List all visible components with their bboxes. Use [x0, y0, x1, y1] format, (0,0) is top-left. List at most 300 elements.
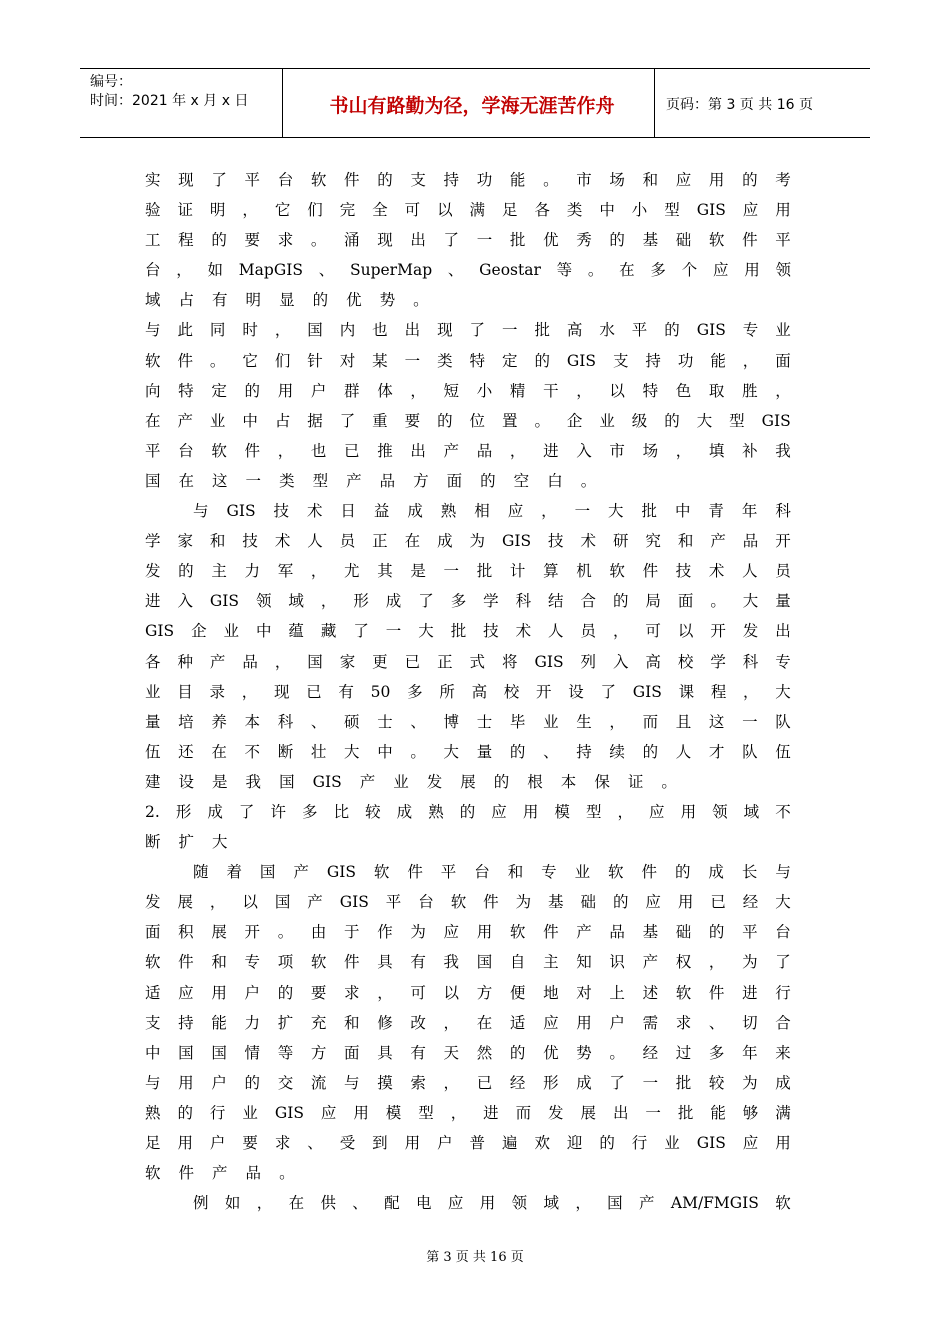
body-token: ， [450, 1103, 467, 1122]
body-token: GIS [226, 502, 256, 521]
body-line [145, 1131, 791, 1161]
body-token: 域 [288, 592, 304, 611]
body-token: 在 [211, 742, 227, 761]
body-token: 研 [612, 532, 629, 551]
body-token: GIS [209, 592, 240, 611]
body-token: 。 [587, 261, 604, 280]
body-token: 方 [413, 471, 429, 490]
body-token: 多 [650, 261, 666, 280]
body-token: 一 [476, 231, 493, 250]
body-token: 软 [145, 953, 161, 972]
body-token: 台 [418, 893, 434, 912]
body-token: 件 [483, 893, 499, 912]
body-token: 用 [708, 171, 725, 189]
body-token: ， [310, 562, 327, 581]
body-token: ， [209, 893, 226, 912]
body-token: 用 [744, 261, 760, 280]
body-token: 用 [277, 381, 294, 400]
body-token: 在 [288, 1194, 305, 1213]
body-token: 科 [277, 712, 294, 731]
body-token: 面 [344, 1043, 360, 1062]
body-token: 已 [344, 441, 360, 460]
body-token: 产 [209, 652, 226, 671]
body-token: 进 [742, 983, 758, 1002]
body-token: 壮 [310, 742, 327, 761]
body-token: 入 [576, 441, 592, 460]
body-token: 。 [580, 471, 597, 490]
body-token: 产 [359, 772, 376, 791]
body-token: 特 [469, 351, 486, 370]
body-token: 发 [548, 1103, 564, 1122]
body-token: 现 [273, 682, 290, 701]
body-token: 。 [534, 411, 550, 430]
body-token: 应 [178, 983, 194, 1002]
body-token: 产 [293, 863, 309, 882]
body-token: 考 [775, 171, 791, 189]
body-token: 国 [307, 321, 323, 340]
body-token: 足 [501, 201, 518, 220]
body-token: 应 [507, 502, 524, 521]
body-token: 此 [177, 321, 193, 340]
body-token: 为 [742, 1073, 758, 1092]
body-token: 型 [418, 1103, 434, 1122]
body-token: 多 [450, 592, 467, 611]
body-token: 与 [193, 502, 209, 521]
body-token: 领 [511, 1194, 528, 1213]
body-token: 量 [775, 592, 791, 611]
body-token: 一 [385, 622, 402, 641]
body-token: 的 [437, 411, 453, 430]
body-token: 企 [566, 411, 583, 430]
body-token: 的 [664, 321, 680, 340]
body-token: 用 [404, 1134, 421, 1152]
body-token: 。 [209, 351, 226, 370]
body-token: 将 [501, 652, 518, 671]
body-token: 软 [450, 893, 467, 912]
body-token: 普 [469, 1134, 486, 1152]
body-token: 青 [708, 502, 724, 521]
body-token: 业 [664, 1134, 680, 1152]
body-token: 天 [443, 1043, 460, 1062]
body-token: 进 [145, 592, 161, 611]
body-token: 应 [712, 261, 729, 280]
body-token: 较 [365, 802, 381, 821]
body-token: 与 [344, 1073, 360, 1092]
body-token: 完 [339, 201, 356, 220]
body-token: 各 [534, 201, 550, 220]
body-token: 批 [641, 502, 658, 521]
body-token: 要 [404, 411, 421, 430]
body-token: GIS [326, 863, 356, 882]
body-token: 了 [469, 321, 486, 340]
body-token: 大 [418, 622, 434, 641]
body-line [145, 860, 791, 890]
body-token: 配 [384, 1194, 400, 1213]
body-token: 能 [509, 171, 526, 189]
body-token: 中 [255, 622, 272, 641]
body-line [145, 228, 791, 258]
body-token: 熟 [440, 502, 457, 521]
body-token: 受 [339, 1134, 356, 1152]
body-token: 一 [642, 1073, 659, 1092]
body-token: 、 [307, 1134, 323, 1152]
body-token: 适 [145, 983, 161, 1002]
body-token: 要 [244, 231, 261, 250]
body-token: 体 [377, 381, 393, 400]
body-line [145, 1161, 791, 1191]
body-token: 如 [207, 261, 224, 280]
body-token: 现 [178, 171, 194, 189]
body-token: 各 [145, 652, 161, 671]
body-token: 藏 [320, 622, 337, 641]
body-token: 件 [178, 953, 194, 972]
body-token: 础 [675, 231, 692, 250]
body-token: 员 [580, 622, 597, 641]
header-table [80, 68, 870, 138]
body-token: 着 [226, 863, 242, 882]
body-token: 力 [244, 1013, 261, 1032]
body-token: 合 [775, 1013, 791, 1032]
body-token: 了 [775, 953, 791, 972]
body-token: ， [410, 381, 426, 400]
body-token: 它 [242, 351, 258, 370]
body-token: 大 [742, 592, 759, 611]
body-token: 显 [279, 291, 295, 310]
body-token: 技 [675, 562, 692, 581]
body-token: 具 [377, 1043, 393, 1062]
body-token: 满 [469, 201, 486, 220]
body-token: 软 [775, 1194, 791, 1213]
body-token: 养 [211, 712, 227, 731]
body-token: 短 [443, 381, 460, 400]
body-token: 胜 [742, 381, 758, 400]
body-line [145, 1191, 791, 1221]
body-token: ， [609, 712, 625, 731]
body-token: 修 [377, 1013, 393, 1032]
body-line [145, 559, 791, 589]
body-token: 科 [775, 502, 791, 521]
body-token: 的 [612, 592, 629, 611]
body-token: 知 [576, 953, 592, 972]
body-token: 件 [178, 1164, 195, 1183]
body-token: 、 [543, 742, 559, 761]
body-line [145, 499, 791, 529]
body-token: 户 [211, 1073, 227, 1092]
body-token: 干 [543, 381, 559, 400]
body-token: 白 [547, 471, 563, 490]
body-token: 员 [775, 562, 791, 581]
body-token: 一 [501, 321, 518, 340]
body-token: 域 [145, 291, 161, 310]
body-token: 件 [543, 923, 559, 942]
body-token: 求 [675, 1013, 692, 1032]
body-token: 国 [476, 953, 493, 972]
body-token: 足 [145, 1134, 161, 1152]
body-token: 发 [145, 562, 161, 581]
body-token: 过 [675, 1043, 692, 1062]
body-token: GIS [145, 622, 175, 641]
body-token: 的 [244, 1073, 261, 1092]
body-line [145, 168, 791, 198]
body-token: 了 [443, 231, 460, 250]
body-token: 应 [742, 201, 759, 220]
body-token: 其 [377, 562, 393, 581]
body-token: 以 [609, 381, 625, 400]
body-token: ， [176, 261, 192, 280]
body-line [145, 920, 791, 950]
body-token: 博 [443, 712, 460, 731]
header-page-label: 页码：第 3 页 共 16 页 [666, 97, 813, 113]
body-token: 科 [742, 652, 759, 671]
body-token: 发 [742, 622, 759, 641]
body-token: 对 [576, 983, 592, 1002]
body-token: 术 [274, 532, 291, 551]
body-token: 士 [476, 712, 493, 731]
body-token: 用 [476, 923, 493, 942]
body-token: 技 [273, 502, 290, 521]
body-token: 软 [145, 351, 161, 370]
body-token: 才 [708, 742, 725, 761]
body-token: 可 [410, 983, 426, 1002]
body-token: 遍 [501, 1134, 518, 1152]
body-token: 局 [645, 592, 661, 611]
body-token: 软 [211, 441, 227, 460]
body-token: 势 [379, 291, 396, 310]
body-token: 便 [509, 983, 526, 1002]
body-token: 切 [742, 1013, 758, 1032]
body-token: 件 [642, 562, 659, 581]
body-token: 用 [775, 201, 791, 220]
body-token: 业 [393, 772, 409, 791]
header-motto: 书山有路勤为径，学海无涯苦作舟 [329, 95, 615, 117]
body-token: 量 [145, 712, 161, 731]
body-token: 级 [631, 411, 648, 430]
body-line [145, 1071, 791, 1101]
body-token: 和 [344, 1013, 360, 1032]
body-token: 持 [645, 351, 661, 370]
body-token: 展 [580, 1103, 597, 1122]
body-line [145, 529, 791, 559]
body-token: 平 [145, 441, 161, 460]
body-token: Geostar [479, 261, 541, 280]
body-token: 类 [279, 471, 295, 490]
body-token: 国 [211, 1043, 227, 1062]
body-line [145, 349, 791, 379]
body-token: 出 [612, 1103, 629, 1122]
body-token: 产 [346, 471, 362, 490]
body-token: 出 [410, 231, 426, 250]
body-token: 力 [244, 562, 261, 581]
body-token: 应 [645, 893, 661, 912]
body-token: 用 [677, 893, 694, 912]
body-token: 的 [177, 1103, 193, 1122]
body-token: 平 [244, 171, 261, 189]
body-token: 成 [708, 863, 724, 882]
body-token: 程 [178, 231, 194, 250]
body-token: 方 [310, 1043, 327, 1062]
body-token: 术 [515, 622, 532, 641]
body-token: 人 [742, 562, 758, 581]
body-token: 本 [560, 772, 577, 791]
body-token: 例 [193, 1194, 209, 1213]
body-token: 列 [580, 652, 597, 671]
body-token: 支 [145, 1013, 161, 1032]
body-token: 验 [145, 201, 161, 220]
body-token: 证 [627, 772, 644, 791]
body-token: 和 [209, 532, 226, 551]
body-token: 人 [675, 742, 692, 761]
body-token: ， [541, 502, 557, 521]
body-token: 计 [509, 562, 526, 581]
body-token: 求 [277, 231, 294, 250]
body-token: 专 [775, 652, 791, 671]
document-body [145, 168, 791, 1221]
body-token: 比 [333, 802, 350, 821]
body-token: 需 [642, 1013, 659, 1032]
body-token: 面 [775, 351, 791, 370]
body-token: ， [743, 682, 759, 701]
body-token: 的 [534, 351, 550, 370]
body-token: 中 [145, 1043, 161, 1062]
body-line [145, 589, 791, 619]
body-token: 一 [574, 502, 591, 521]
body-token: 填 [708, 441, 725, 460]
body-line [145, 650, 791, 680]
body-token: 台 [474, 863, 490, 882]
body-token: ， [708, 953, 725, 972]
body-token: 品 [609, 923, 625, 942]
body-token: 支 [612, 351, 629, 370]
body-token: 企 [191, 622, 207, 641]
body-token: 的 [642, 742, 659, 761]
body-token: 长 [741, 863, 758, 882]
body-token: 这 [708, 712, 725, 731]
body-token: 可 [645, 622, 661, 641]
body-token: 软 [708, 231, 725, 250]
body-token: 软 [609, 562, 625, 581]
body-token: 与 [145, 321, 161, 340]
body-token: 的 [509, 742, 526, 761]
body-token: 市 [609, 441, 625, 460]
body-token: 识 [609, 953, 625, 972]
body-token: 件 [344, 171, 360, 189]
body-token: 较 [708, 1073, 725, 1092]
body-token: 用 [680, 802, 697, 821]
body-token: 批 [677, 1103, 694, 1122]
body-token: 培 [178, 712, 194, 731]
body-token: 生 [576, 712, 592, 731]
body-token: 熟 [145, 1103, 161, 1122]
body-token: 合 [580, 592, 597, 611]
body-token: 入 [612, 652, 629, 671]
body-token: 持 [576, 742, 592, 761]
body-token: 某 [372, 351, 388, 370]
body-token: 平 [440, 863, 457, 882]
body-token: 批 [534, 321, 550, 340]
body-token: 大 [443, 742, 460, 761]
body-token: 用 [576, 1013, 592, 1032]
body-token: 日 [340, 502, 356, 521]
body-token: 的 [674, 863, 691, 882]
body-token: 域 [743, 802, 760, 821]
body-token: 高 [645, 652, 661, 671]
body-token: 的 [480, 471, 496, 490]
body-token: 于 [344, 923, 360, 942]
body-token: 的 [211, 231, 227, 250]
body-token: 应 [649, 802, 665, 821]
body-token: 用 [211, 983, 227, 1002]
body-token: 了 [339, 411, 356, 430]
body-token: 向 [145, 381, 161, 400]
body-token: 优 [346, 291, 362, 310]
body-token: 展 [460, 772, 476, 791]
body-token: 经 [642, 1043, 659, 1062]
body-token: 取 [708, 381, 725, 400]
body-token: 录 [209, 682, 225, 701]
body-token: 如 [224, 1194, 241, 1213]
body-token: 群 [344, 381, 360, 400]
body-token: GIS [274, 1103, 304, 1122]
body-token: 证 [177, 201, 193, 220]
body-token: 家 [339, 652, 356, 671]
body-token: 要 [242, 1134, 258, 1152]
body-token: 领 [255, 592, 272, 611]
body-token: ， [742, 351, 759, 370]
body-token: 而 [515, 1103, 532, 1122]
body-token: 权 [675, 953, 692, 972]
body-token: 户 [244, 983, 261, 1002]
body-token: 我 [443, 953, 460, 972]
body-token: 经 [742, 893, 759, 912]
body-token: 形 [175, 802, 192, 821]
body-token: 用 [353, 1103, 369, 1122]
body-token: 发 [145, 893, 161, 912]
body-token: 设 [568, 682, 584, 701]
body-token: 入 [177, 592, 193, 611]
body-token: 出 [410, 441, 426, 460]
body-token: 伍 [145, 742, 161, 761]
body-token: 校 [503, 682, 520, 701]
body-token: 模 [385, 1103, 402, 1122]
body-token: 形 [543, 1073, 559, 1092]
body-token: 不 [244, 742, 261, 761]
body-token: 用 [178, 1073, 194, 1092]
body-token: 批 [450, 622, 467, 641]
body-token: 专 [541, 863, 557, 882]
body-token: 优 [543, 1043, 559, 1062]
body-token: 成 [207, 802, 223, 821]
body-token: 开 [244, 923, 261, 942]
body-token: 优 [543, 231, 559, 250]
body-token: 断 [145, 833, 161, 852]
body-token: 供 [320, 1194, 336, 1213]
body-token: 主 [211, 562, 227, 581]
body-token: 校 [677, 652, 694, 671]
body-token: 置 [501, 411, 518, 430]
body-token: 的 [277, 983, 294, 1002]
body-token: 学 [145, 532, 161, 551]
body-token: 的 [609, 231, 625, 250]
body-token: 台 [277, 171, 294, 189]
body-line [145, 469, 791, 499]
body-token: 学 [710, 652, 726, 671]
body-token: 一 [645, 1103, 661, 1122]
body-token: 产 [642, 953, 659, 972]
body-token: 件 [742, 231, 758, 250]
body-token: GIS [501, 532, 532, 551]
body-token: 尤 [344, 562, 360, 581]
body-token: 毕 [509, 712, 526, 731]
